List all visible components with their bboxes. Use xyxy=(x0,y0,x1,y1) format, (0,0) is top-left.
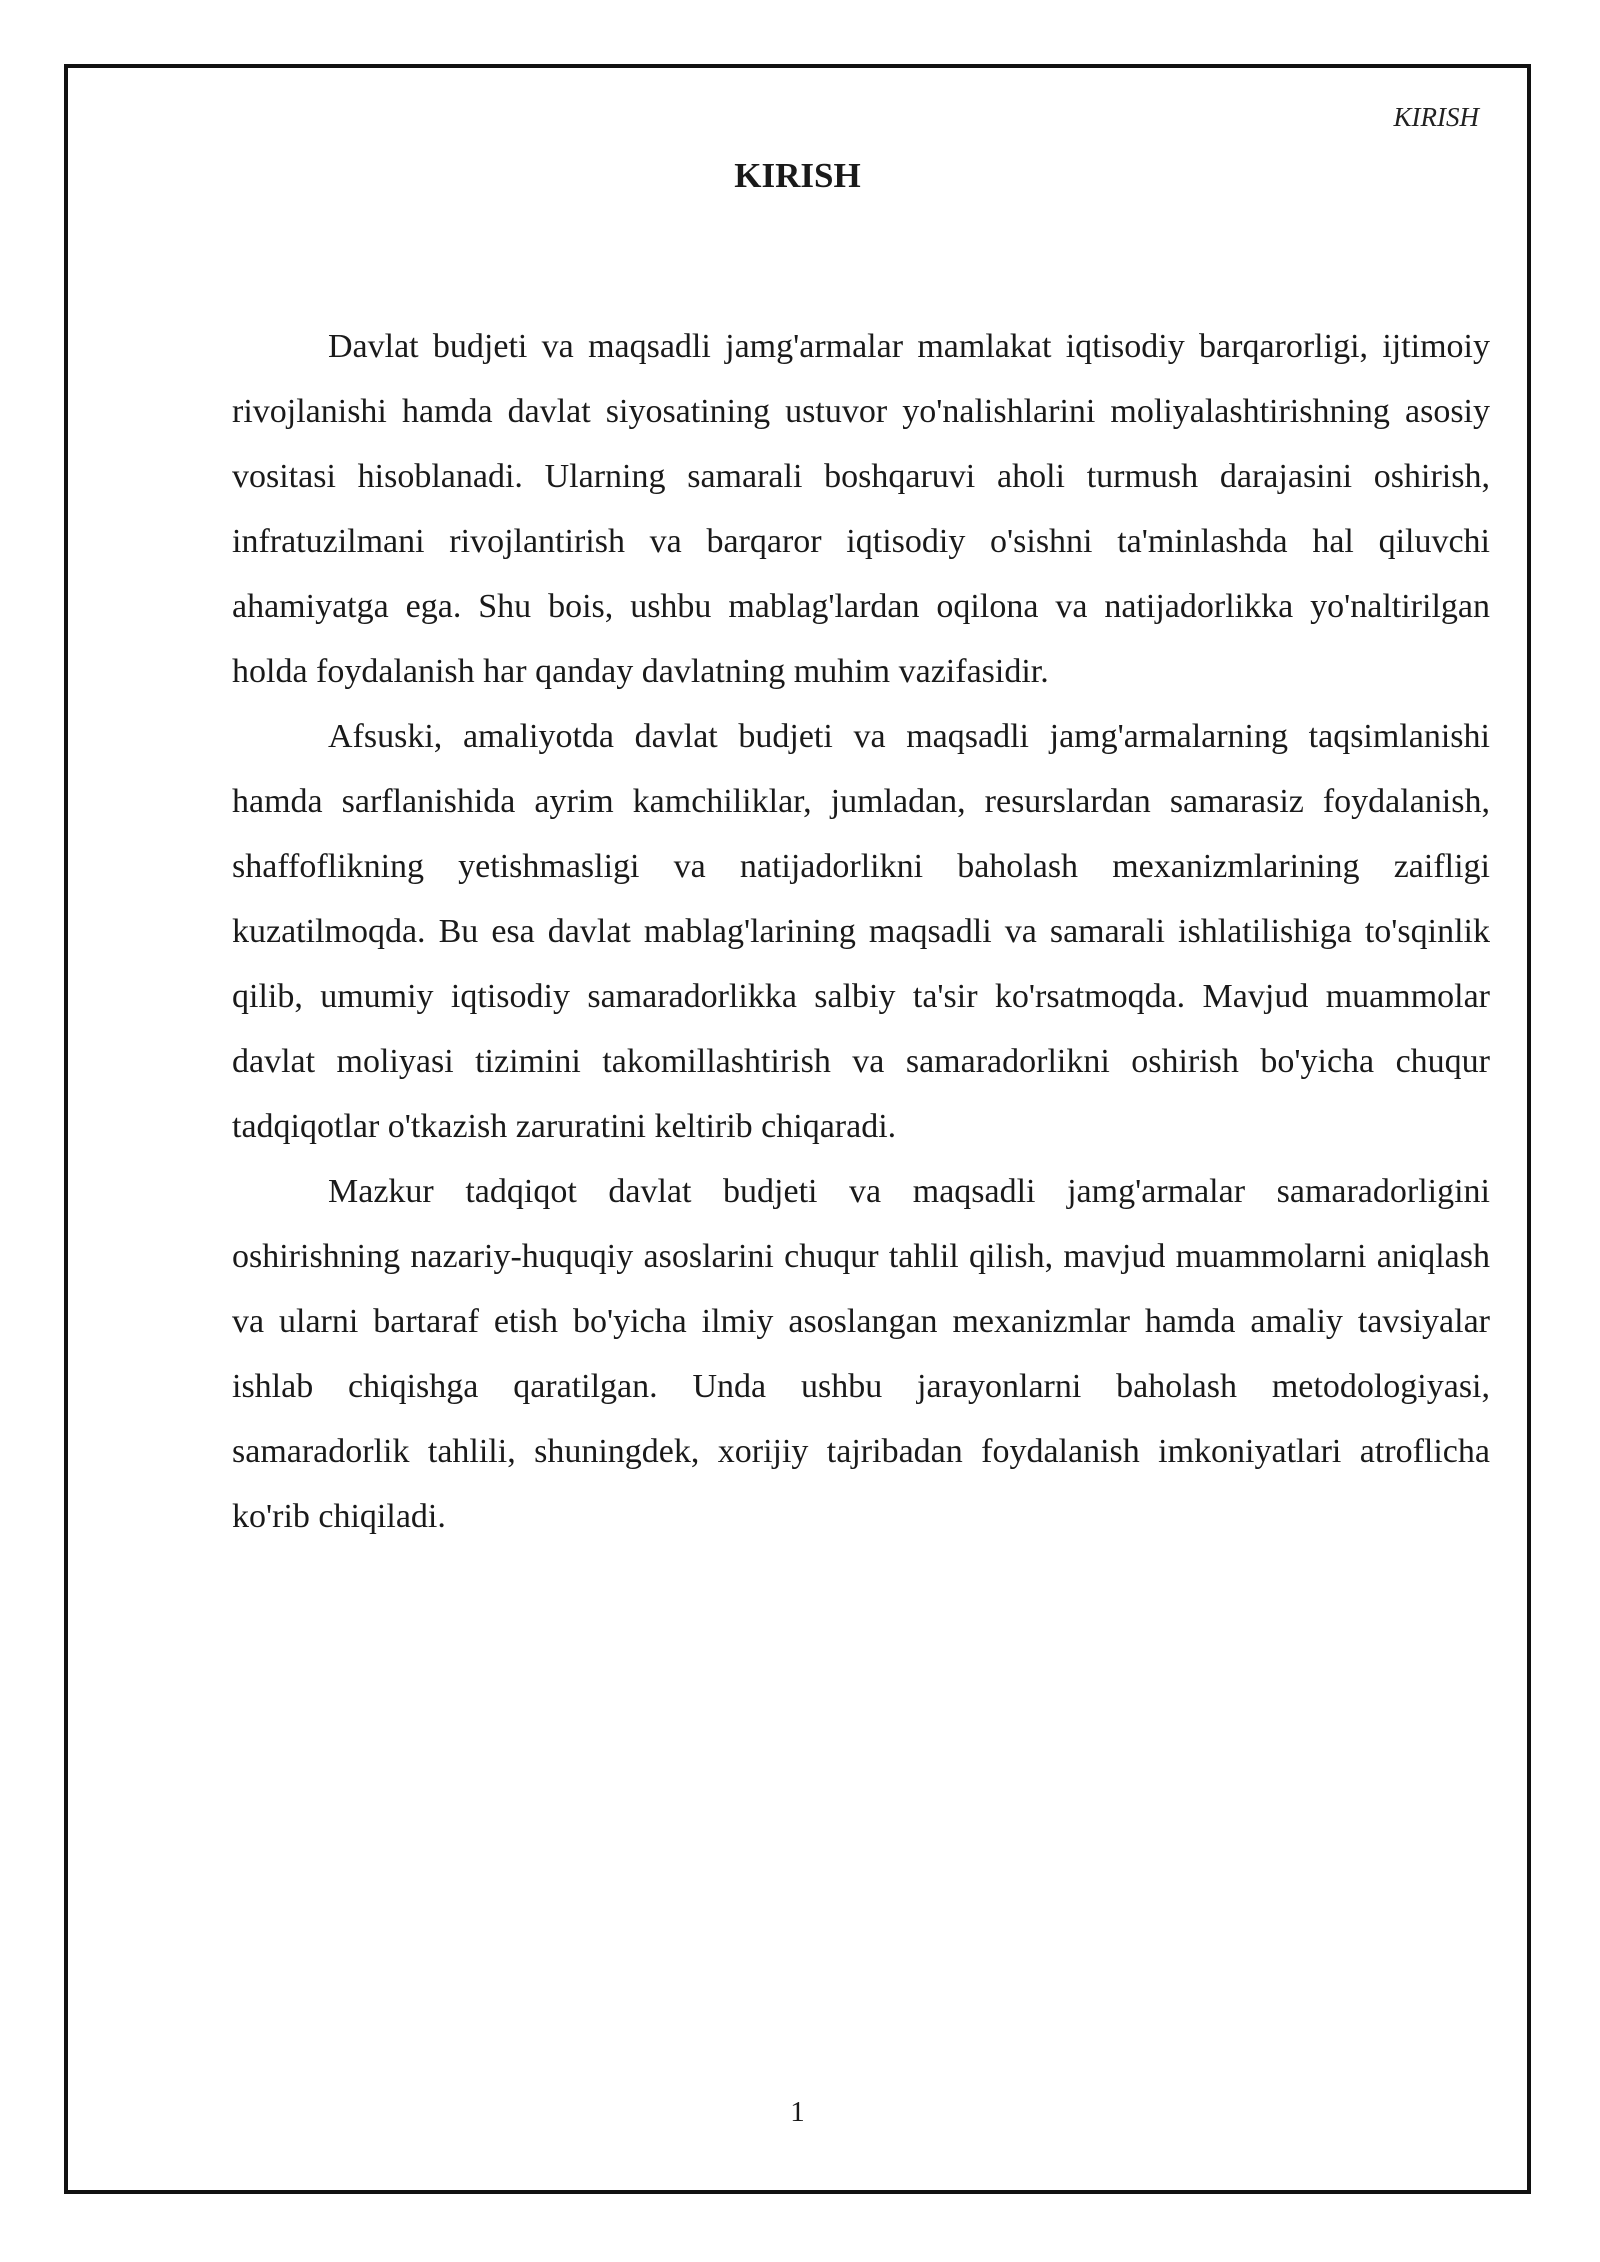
paragraph: Mazkur tadqiqot davlat budjeti va maqsadli jamg'armalar samaradorligini oshirishning nazariy-huquqiy asoslarini chuqur tahlil qilish, mavjud muammolarni aniqlash va ularni bartaraf etish bo'yicha ilmiy asoslangan mexanizmlar hamda amaliy tavsiyalar ishlab chiqishga qaratilgan. Unda ushbu jarayonlarni baholash metodologiyasi, samaradorlik tahlili, shuningdek, xorijiy tajribadan foydalanish imkoniyatlari atroflicha ko'rib chiqiladi. xyxy=(232,1173,1490,1535)
page-title: KIRISH xyxy=(734,156,861,195)
page-frame xyxy=(64,64,1531,2194)
paragraph: Afsuski, amaliyotda davlat budjeti va maqsadli jamg'armalarning taqsimlanishi hamda sarflanishida ayrim kamchiliklar, jumladan, resurslardan samarasiz foydalanish, shaffoflikning yetishmasligi va natijadorlikni baholash mexanizmlarining zaifligi kuzatilmoqda. Bu esa davlat mablag'larining maqsadli va samarali ishlatilishiga to'sqinlik qilib, umumiy iqtisodiy samaradorlikka salbiy ta'sir ko'rsatmoqda. Mavjud muammolar davlat moliyasi tizimini takomillashtirish va samaradorlikni oshirish bo'yicha chuqur tadqiqotlar o'tkazish zaruratini keltirib chiqaradi. xyxy=(232,718,1490,1145)
running-header: KIRISH xyxy=(1393,102,1479,132)
page-number: 1 xyxy=(790,2096,805,2128)
paragraph: Davlat budjeti va maqsadli jamg'armalar mamlakat iqtisodiy barqarorligi, ijtimoiy rivojlanishi hamda davlat siyosatining ustuvor yo'nalishlarini moliyalashtirishning asosiy vositasi hisoblanadi. Ularning samarali boshqaruvi aholi turmush darajasini oshirish, infratuzilmani rivojlantirish va barqaror iqtisodiy o'sishni ta'minlashda hal qiluvchi ahamiyatga ega. Shu bois, ushbu mablag'lardan oqilona va natijadorlikka yo'naltirilgan holda foydalanish har qanday davlatning muhim vazifasidir. xyxy=(232,328,1490,690)
body-text xyxy=(232,314,1490,1549)
